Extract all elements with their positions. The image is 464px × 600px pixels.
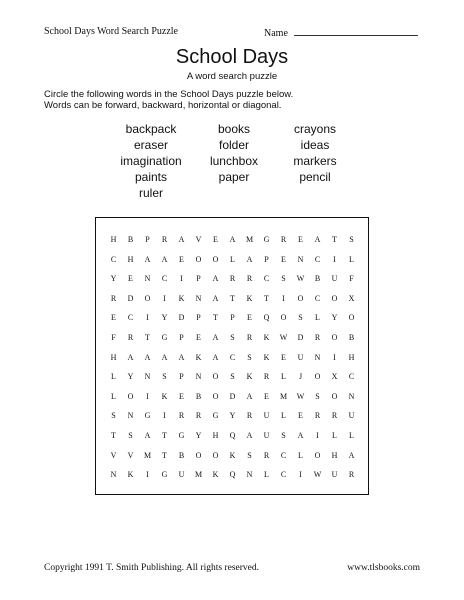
grid-letter[interactable]: U xyxy=(348,411,355,421)
grid-letter[interactable]: L xyxy=(281,372,286,382)
word-item xyxy=(190,185,278,201)
grid-letter[interactable]: A xyxy=(212,293,219,303)
grid-letter[interactable]: A xyxy=(212,274,219,284)
grid-letter[interactable]: U xyxy=(178,470,185,480)
word-item: ruler xyxy=(138,186,163,200)
grid-letter[interactable]: D xyxy=(127,293,134,303)
grid-letter[interactable]: K xyxy=(212,470,219,480)
grid-letter[interactable]: O xyxy=(212,372,219,382)
grid-letter[interactable]: E xyxy=(179,254,184,264)
grid-letter[interactable]: C xyxy=(314,254,321,264)
word-item: imagination xyxy=(120,154,182,168)
grid-letter[interactable]: I xyxy=(146,470,149,480)
grid-letter[interactable]: R xyxy=(263,450,270,460)
name-field xyxy=(264,26,418,39)
grid-letter[interactable]: R xyxy=(331,411,338,421)
grid-letter[interactable]: A xyxy=(229,235,236,244)
grid-letter[interactable]: V xyxy=(195,235,202,244)
grid-letter[interactable]: A xyxy=(161,352,168,362)
grid-letter[interactable]: L xyxy=(298,450,303,460)
grid-letter[interactable]: R xyxy=(229,274,236,284)
grid-letter[interactable]: K xyxy=(161,391,168,401)
grid-letter[interactable]: C xyxy=(161,274,168,284)
grid-letter[interactable]: I xyxy=(282,293,285,303)
grid-letter[interactable]: C xyxy=(280,450,287,460)
grid-letter[interactable]: K xyxy=(246,372,253,382)
grid-letter[interactable]: E xyxy=(179,391,184,401)
grid-letter[interactable]: U xyxy=(263,430,270,440)
grid-letter[interactable]: E xyxy=(247,313,252,323)
grid-letter[interactable]: T xyxy=(230,293,235,303)
grid-letter[interactable]: O xyxy=(297,293,304,303)
grid-row xyxy=(105,426,360,446)
grid-letter[interactable]: R xyxy=(246,274,253,284)
grid-letter[interactable]: L xyxy=(349,254,354,264)
grid-letter[interactable]: A xyxy=(178,352,185,362)
grid-letter[interactable]: A xyxy=(246,430,253,440)
grid-letter[interactable]: S xyxy=(247,352,252,362)
grid-letter[interactable]: R xyxy=(348,470,355,480)
grid-letter[interactable]: S xyxy=(111,411,116,421)
grid-letter[interactable]: Y xyxy=(161,313,168,323)
grid-letter[interactable]: F xyxy=(111,332,116,342)
grid-letter[interactable]: O xyxy=(212,254,219,264)
grid-letter[interactable]: I xyxy=(299,470,302,480)
grid-letter[interactable]: P xyxy=(145,235,150,244)
word-row xyxy=(112,185,352,201)
grid-row xyxy=(105,387,360,407)
grid-letter[interactable]: R xyxy=(178,411,185,421)
grid-letter[interactable]: H xyxy=(212,430,219,440)
grid-letter[interactable]: N xyxy=(314,352,321,362)
word-item: paper xyxy=(218,170,250,184)
word-item: markers xyxy=(293,154,337,168)
grid-letter[interactable]: L xyxy=(230,254,235,264)
word-item: books xyxy=(217,122,251,136)
grid-letter[interactable]: G xyxy=(212,411,219,421)
grid-letter[interactable]: K xyxy=(178,293,185,303)
grid-letter[interactable]: O xyxy=(348,313,355,323)
word-item: ideas xyxy=(300,138,330,152)
word-item: backpack xyxy=(125,122,177,136)
grid-letter[interactable]: T xyxy=(145,332,150,342)
grid-letter[interactable]: R xyxy=(110,293,117,303)
grid-letter[interactable]: W xyxy=(279,332,288,342)
word-row xyxy=(112,169,352,185)
grid-letter[interactable]: H xyxy=(110,235,117,244)
grid-letter[interactable]: C xyxy=(348,372,355,382)
word-item: lunchbox xyxy=(209,154,259,168)
grid-row xyxy=(105,230,360,250)
grid-letter[interactable]: Q xyxy=(229,430,236,440)
grid-letter[interactable]: K xyxy=(229,450,236,460)
grid-letter[interactable]: N xyxy=(297,254,304,264)
instructions-line: Circle the following words in the School Days puzzle below. xyxy=(44,89,294,100)
grid-letter[interactable]: T xyxy=(162,450,167,460)
grid-letter[interactable]: B xyxy=(127,235,134,244)
grid-letter[interactable]: Y xyxy=(127,372,134,382)
grid-letter[interactable]: U xyxy=(331,274,338,284)
grid-letter[interactable]: S xyxy=(162,372,167,382)
grid-letter[interactable]: G xyxy=(178,430,185,440)
grid-letter[interactable]: R xyxy=(161,235,168,244)
grid-letter[interactable]: K xyxy=(263,352,270,362)
grid-letter[interactable]: K xyxy=(263,332,270,342)
grid-letter[interactable]: I xyxy=(180,274,183,284)
grid-letter[interactable]: S xyxy=(298,313,303,323)
grid-letter[interactable]: S xyxy=(247,450,252,460)
grid-letter[interactable]: S xyxy=(281,274,286,284)
grid-letter[interactable]: T xyxy=(162,430,167,440)
grid-letter[interactable]: M xyxy=(143,450,152,460)
grid-letter[interactable]: P xyxy=(264,254,269,264)
grid-letter[interactable]: X xyxy=(331,372,338,382)
grid-letter[interactable]: G xyxy=(161,332,168,342)
grid-letter[interactable]: R xyxy=(314,411,321,421)
grid-letter[interactable]: E xyxy=(298,235,303,244)
grid-row xyxy=(105,446,360,466)
grid-row xyxy=(105,308,360,328)
grid-letter[interactable]: N xyxy=(195,293,202,303)
word-item: eraser xyxy=(133,138,168,152)
grid-letter[interactable]: H xyxy=(127,254,134,264)
grid-letter[interactable]: V xyxy=(110,450,117,460)
grid-letter[interactable]: L xyxy=(332,430,337,440)
grid-letter[interactable]: X xyxy=(348,293,355,303)
grid-letter[interactable]: O xyxy=(280,313,287,323)
grid-letter[interactable]: L xyxy=(264,470,269,480)
grid-letter[interactable]: I xyxy=(333,352,336,362)
grid-letter[interactable]: F xyxy=(349,274,354,284)
grid-letter[interactable]: S xyxy=(349,235,354,244)
grid-letter[interactable]: H xyxy=(110,352,117,362)
grid-letter[interactable]: U xyxy=(331,470,338,480)
grid-letter[interactable]: O xyxy=(331,293,338,303)
grid-letter[interactable]: A xyxy=(348,450,355,460)
grid-letter[interactable]: A xyxy=(212,352,219,362)
grid-letter[interactable]: Y xyxy=(331,313,338,323)
grid-row xyxy=(105,328,360,348)
grid-letter[interactable]: Y xyxy=(110,274,117,284)
grid-row xyxy=(105,367,360,387)
grid-letter[interactable]: N xyxy=(348,391,355,401)
grid-letter[interactable]: Y xyxy=(229,411,236,421)
grid-letter[interactable]: S xyxy=(281,430,286,440)
copyright-text: Copyright 1991 T. Smith Publishing. All rights reserved. xyxy=(44,563,259,573)
word-item xyxy=(278,185,352,201)
grid-letter[interactable]: O xyxy=(127,391,134,401)
word-item: pencil xyxy=(299,170,331,184)
grid-letter[interactable]: E xyxy=(281,352,286,362)
grid-letter[interactable]: N xyxy=(144,372,151,382)
grid-letter[interactable]: N xyxy=(110,470,117,480)
grid-letter[interactable]: H xyxy=(348,352,355,362)
grid-letter[interactable]: L xyxy=(111,391,116,401)
grid-letter[interactable]: P xyxy=(196,313,201,323)
grid-letter[interactable]: C xyxy=(127,313,134,323)
grid-letter[interactable]: I xyxy=(146,391,149,401)
grid-letter[interactable]: E xyxy=(281,254,286,264)
grid-letter[interactable]: L xyxy=(281,411,286,421)
grid-letter[interactable]: R xyxy=(263,372,270,382)
grid-letter[interactable]: B xyxy=(195,391,202,401)
page-subtitle: A word search puzzle xyxy=(186,71,278,82)
grid-letter[interactable]: R xyxy=(246,411,253,421)
grid-letter[interactable]: P xyxy=(179,332,184,342)
grid-letter[interactable]: R xyxy=(195,411,202,421)
grid-letter[interactable]: S xyxy=(230,332,235,342)
grid-letter[interactable]: C xyxy=(314,293,321,303)
grid-letter[interactable]: Q xyxy=(229,470,236,480)
grid-letter[interactable]: E xyxy=(298,411,303,421)
grid-letter[interactable]: E xyxy=(264,391,269,401)
instructions-line: Words can be forward, backward, horizontal or diagonal. xyxy=(44,100,282,111)
name-blank-line xyxy=(294,26,418,36)
grid-letter[interactable]: R xyxy=(127,332,134,342)
grid-letter[interactable]: C xyxy=(110,254,117,264)
grid-letter[interactable]: L xyxy=(111,372,116,382)
grid-letter[interactable]: D xyxy=(297,332,304,342)
grid-letter[interactable]: W xyxy=(296,391,305,401)
grid-letter[interactable]: U xyxy=(297,352,304,362)
grid-letter[interactable]: T xyxy=(264,293,269,303)
word-row xyxy=(112,153,352,169)
instructions xyxy=(44,89,434,111)
grid-letter[interactable]: W xyxy=(296,274,305,284)
grid-letter[interactable]: A xyxy=(246,254,253,264)
word-row xyxy=(112,137,352,153)
grid-letter[interactable]: D xyxy=(178,313,185,323)
grid-letter[interactable]: O xyxy=(331,391,338,401)
grid-letter[interactable]: S xyxy=(315,391,320,401)
grid-letter[interactable]: I xyxy=(163,293,166,303)
grid-letter[interactable]: J xyxy=(298,372,303,382)
grid-row xyxy=(105,406,360,426)
grid-letter[interactable]: O xyxy=(314,372,321,382)
grid-row xyxy=(105,269,360,289)
word-list xyxy=(112,121,352,201)
grid-row xyxy=(105,465,360,485)
grid-letter[interactable]: E xyxy=(111,313,116,323)
grid-letter[interactable]: L xyxy=(349,430,354,440)
grid-letter[interactable]: N xyxy=(144,274,151,284)
word-item: paints xyxy=(134,170,168,184)
grid-letter[interactable]: S xyxy=(128,430,133,440)
grid-letter[interactable]: C xyxy=(280,470,287,480)
grid-letter[interactable]: N xyxy=(246,470,253,480)
grid-letter[interactable]: B xyxy=(348,332,355,342)
grid-letter[interactable]: K xyxy=(127,470,134,480)
word-row xyxy=(112,121,352,137)
grid-letter[interactable]: P xyxy=(230,313,235,323)
grid-letter[interactable]: N xyxy=(195,372,202,382)
grid-letter[interactable]: V xyxy=(127,450,134,460)
grid-letter[interactable]: H xyxy=(331,450,338,460)
grid-letter[interactable]: Q xyxy=(263,313,270,323)
grid-letter[interactable]: O xyxy=(195,450,202,460)
grid-letter[interactable]: A xyxy=(246,391,253,401)
grid-letter[interactable]: I xyxy=(333,254,336,264)
grid-letter[interactable]: B xyxy=(178,450,185,460)
grid-letter[interactable]: C xyxy=(263,274,270,284)
grid-letter[interactable]: T xyxy=(111,430,116,440)
worksheet-title: School Days Word Search Puzzle xyxy=(44,26,178,37)
grid-letter[interactable]: E xyxy=(196,332,201,342)
puzzle-frame xyxy=(95,217,369,495)
grid-letter[interactable]: I xyxy=(316,430,319,440)
grid-letter[interactable]: E xyxy=(128,274,133,284)
grid-letter[interactable]: D xyxy=(229,391,236,401)
grid-letter[interactable]: G xyxy=(144,411,151,421)
grid-letter[interactable]: T xyxy=(213,313,218,323)
grid-letter[interactable]: A xyxy=(212,332,219,342)
grid-letter[interactable]: K xyxy=(246,293,253,303)
grid-letter[interactable]: O xyxy=(331,332,338,342)
grid-letter[interactable]: B xyxy=(314,274,321,284)
grid-letter[interactable]: M xyxy=(245,235,254,244)
grid-letter[interactable]: I xyxy=(146,313,149,323)
grid-letter[interactable]: O xyxy=(195,254,202,264)
grid-letter[interactable]: R xyxy=(314,332,321,342)
grid-letter[interactable]: O xyxy=(144,293,151,303)
grid-letter[interactable]: A xyxy=(144,352,151,362)
grid-row xyxy=(105,250,360,270)
grid-letter[interactable]: O xyxy=(212,391,219,401)
grid-letter[interactable]: P xyxy=(196,274,201,284)
grid-row xyxy=(105,348,360,368)
word-item: folder xyxy=(218,138,250,152)
grid-letter[interactable]: C xyxy=(229,352,236,362)
grid-letter[interactable]: A xyxy=(144,254,151,264)
grid-letter[interactable]: O xyxy=(212,450,219,460)
grid-letter[interactable]: R xyxy=(280,235,287,244)
grid-letter[interactable]: A xyxy=(144,430,151,440)
grid-letter[interactable]: N xyxy=(127,411,134,421)
grid-letter[interactable]: E xyxy=(213,235,218,244)
grid-letter[interactable]: G xyxy=(263,235,270,244)
word-item: crayons xyxy=(293,122,337,136)
grid-letter[interactable]: A xyxy=(127,352,134,362)
grid-letter[interactable]: A xyxy=(178,235,185,244)
grid-letter[interactable]: M xyxy=(194,470,203,480)
grid-letter[interactable]: P xyxy=(179,372,184,382)
grid-letter[interactable]: K xyxy=(195,352,202,362)
grid-letter[interactable]: A xyxy=(314,235,321,244)
grid-row xyxy=(105,289,360,309)
grid-letter[interactable]: T xyxy=(332,235,337,244)
grid-letter[interactable]: W xyxy=(313,470,322,480)
grid-letter[interactable]: A xyxy=(161,254,168,264)
grid-letter[interactable]: A xyxy=(297,430,304,440)
website-link[interactable]: www.tlsbooks.com xyxy=(347,563,420,573)
grid-letter[interactable]: O xyxy=(314,450,321,460)
grid-letter[interactable]: G xyxy=(161,470,168,480)
grid-letter[interactable]: U xyxy=(263,411,270,421)
name-label: Name xyxy=(264,28,288,39)
grid-letter[interactable]: Y xyxy=(195,430,202,440)
grid-letter[interactable]: R xyxy=(246,332,253,342)
page-title: School Days xyxy=(175,46,289,68)
grid-letter[interactable]: I xyxy=(163,411,166,421)
grid-letter[interactable]: L xyxy=(315,313,320,323)
grid-letter[interactable]: S xyxy=(230,372,235,382)
grid-letter[interactable]: M xyxy=(279,391,288,401)
letter-grid xyxy=(105,230,360,485)
